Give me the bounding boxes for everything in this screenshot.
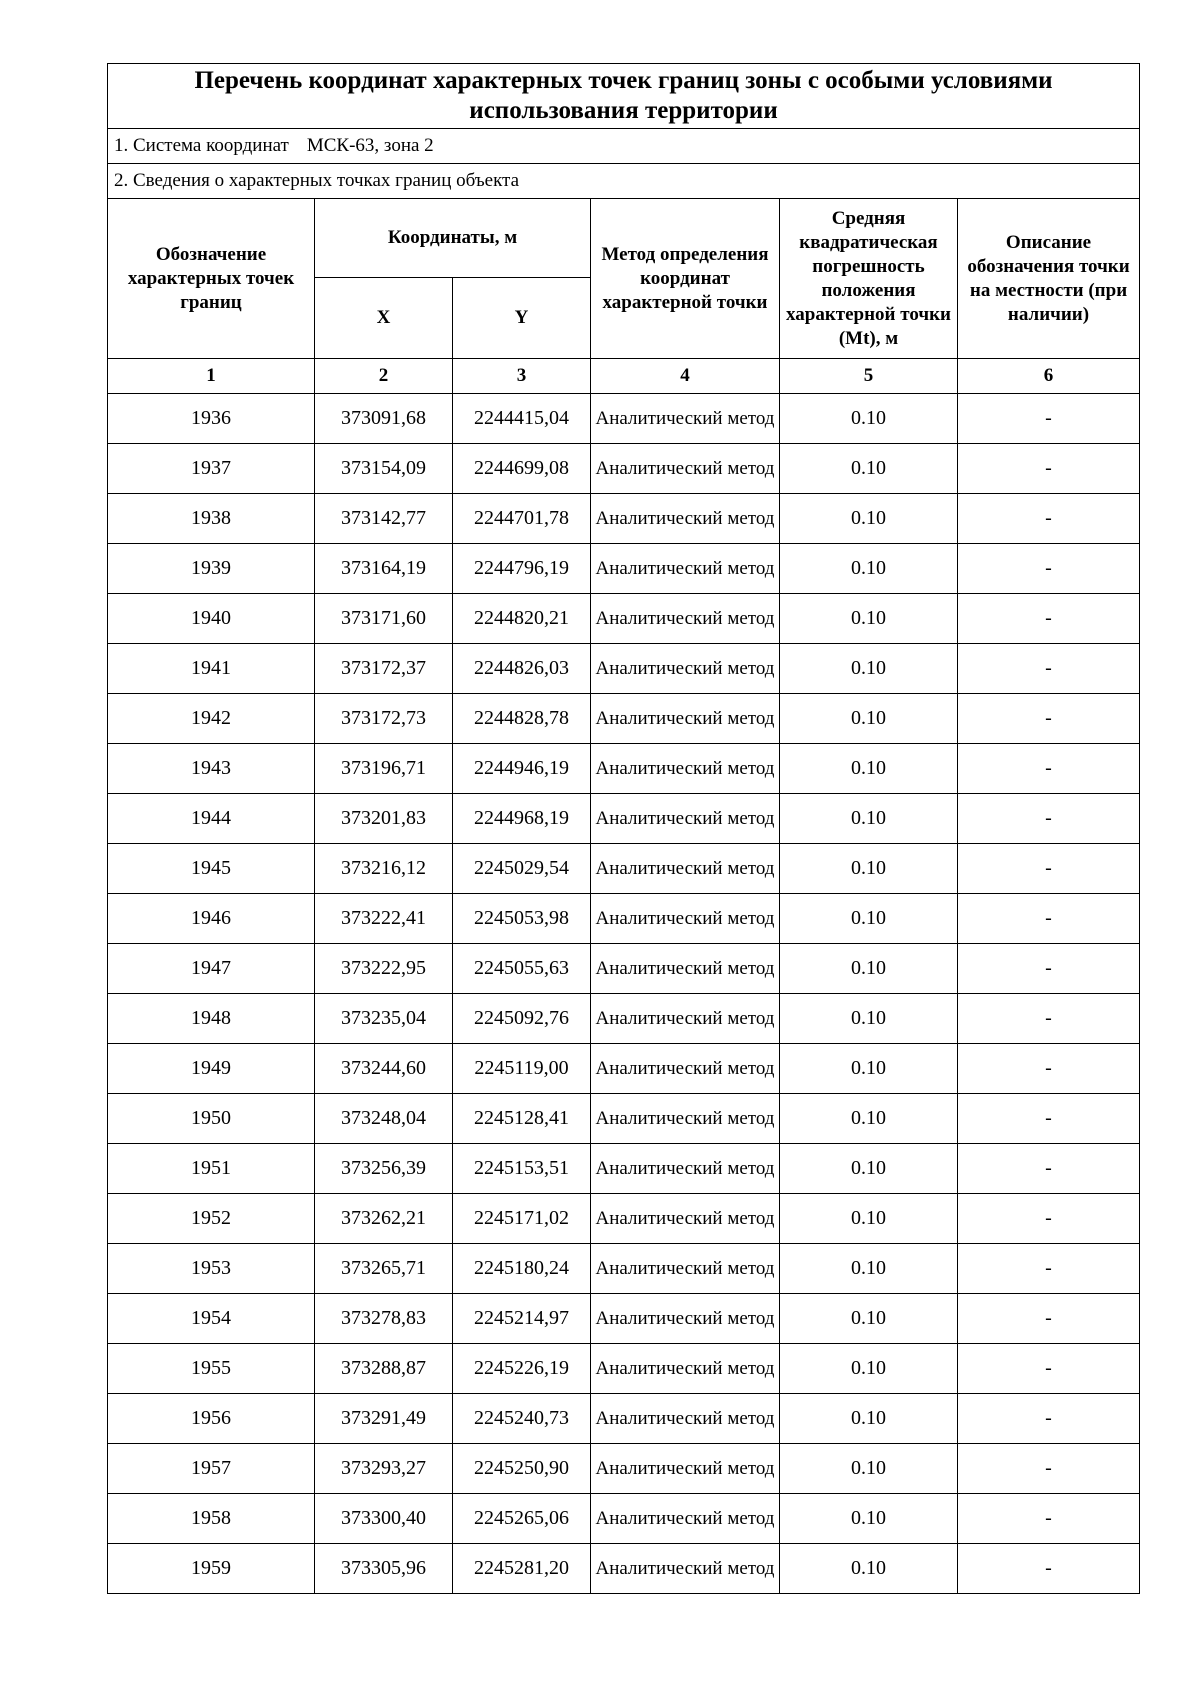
- cell-method: Аналитический метод: [591, 844, 780, 894]
- cell-point: 1941: [108, 644, 315, 694]
- cell-y: 2244828,78: [453, 694, 591, 744]
- cell-y: 2245092,76: [453, 994, 591, 1044]
- cell-mean-error: 0.10: [780, 1344, 958, 1394]
- cell-point: 1936: [108, 394, 315, 444]
- cell-y: 2245053,98: [453, 894, 591, 944]
- cell-y: 2245171,02: [453, 1194, 591, 1244]
- cell-y: 2245240,73: [453, 1394, 591, 1444]
- cell-x: 373262,21: [315, 1194, 453, 1244]
- cell-x: 373222,95: [315, 944, 453, 994]
- cell-method: Аналитический метод: [591, 1394, 780, 1444]
- cell-point: 1944: [108, 794, 315, 844]
- table-row: [108, 1394, 1140, 1444]
- cell-description: -: [958, 394, 1140, 444]
- header-method: Метод определения координат характерной точки: [591, 199, 780, 359]
- cell-mean-error: 0.10: [780, 794, 958, 844]
- cell-method: Аналитический метод: [591, 1044, 780, 1094]
- cell-y: 2245226,19: [453, 1344, 591, 1394]
- cell-x: 373196,71: [315, 744, 453, 794]
- header-point-designation: Обозначение характерных точек границ: [108, 199, 315, 359]
- cell-method: Аналитический метод: [591, 1344, 780, 1394]
- cell-point: 1937: [108, 444, 315, 494]
- cell-method: Аналитический метод: [591, 894, 780, 944]
- column-number: 5: [780, 359, 958, 394]
- cell-description: -: [958, 1194, 1140, 1244]
- cell-y: 2245128,41: [453, 1094, 591, 1144]
- header-coordinates: Координаты, м: [315, 199, 591, 278]
- header-y: Y: [453, 278, 591, 359]
- table-row: [108, 944, 1140, 994]
- header-description: Описание обозначения точки на местности (при наличии): [958, 199, 1140, 359]
- table-row: [108, 544, 1140, 594]
- cell-description: -: [958, 1094, 1140, 1144]
- cell-x: 373293,27: [315, 1444, 453, 1494]
- coordinate-system-value: МСК-63, зона 2: [306, 135, 434, 156]
- cell-mean-error: 0.10: [780, 1494, 958, 1544]
- cell-mean-error: 0.10: [780, 1094, 958, 1144]
- cell-method: Аналитический метод: [591, 1194, 780, 1244]
- cell-description: -: [958, 594, 1140, 644]
- table-row: [108, 1144, 1140, 1194]
- column-number: 4: [591, 359, 780, 394]
- cell-point: 1939: [108, 544, 315, 594]
- cell-x: 373288,87: [315, 1344, 453, 1394]
- cell-method: Аналитический метод: [591, 994, 780, 1044]
- cell-y: 2244968,19: [453, 794, 591, 844]
- cell-method: Аналитический метод: [591, 1094, 780, 1144]
- table-row: [108, 494, 1140, 544]
- cell-mean-error: 0.10: [780, 1394, 958, 1444]
- cell-mean-error: 0.10: [780, 544, 958, 594]
- cell-y: 2244415,04: [453, 394, 591, 444]
- table-row: [108, 644, 1140, 694]
- coordinate-system-label: 1. Система координат: [114, 135, 289, 156]
- cell-method: Аналитический метод: [591, 744, 780, 794]
- cell-method: Аналитический метод: [591, 1494, 780, 1544]
- cell-point: 1943: [108, 744, 315, 794]
- cell-mean-error: 0.10: [780, 694, 958, 744]
- cell-mean-error: 0.10: [780, 994, 958, 1044]
- cell-description: -: [958, 1494, 1140, 1544]
- cell-mean-error: 0.10: [780, 744, 958, 794]
- cell-y: 2245055,63: [453, 944, 591, 994]
- table-row: [108, 1294, 1140, 1344]
- cell-mean-error: 0.10: [780, 494, 958, 544]
- cell-mean-error: 0.10: [780, 1294, 958, 1344]
- cell-x: 373172,37: [315, 644, 453, 694]
- column-number-row: [108, 359, 1140, 394]
- cell-point: 1940: [108, 594, 315, 644]
- cell-y: 2244826,03: [453, 644, 591, 694]
- cell-method: Аналитический метод: [591, 644, 780, 694]
- cell-description: -: [958, 1144, 1140, 1194]
- cell-point: 1949: [108, 1044, 315, 1094]
- cell-x: 373265,71: [315, 1244, 453, 1294]
- table-row: [108, 444, 1140, 494]
- column-number: 3: [453, 359, 591, 394]
- cell-method: Аналитический метод: [591, 444, 780, 494]
- cell-method: Аналитический метод: [591, 794, 780, 844]
- cell-x: 373278,83: [315, 1294, 453, 1344]
- table-row: [108, 1444, 1140, 1494]
- cell-point: 1952: [108, 1194, 315, 1244]
- cell-description: -: [958, 744, 1140, 794]
- cell-description: -: [958, 794, 1140, 844]
- cell-x: 373216,12: [315, 844, 453, 894]
- table-row: [108, 1344, 1140, 1394]
- cell-mean-error: 0.10: [780, 1044, 958, 1094]
- cell-mean-error: 0.10: [780, 594, 958, 644]
- cell-x: 373201,83: [315, 794, 453, 844]
- cell-description: -: [958, 494, 1140, 544]
- cell-point: 1953: [108, 1244, 315, 1294]
- cell-description: -: [958, 694, 1140, 744]
- cell-method: Аналитический метод: [591, 594, 780, 644]
- cell-point: 1955: [108, 1344, 315, 1394]
- cell-mean-error: 0.10: [780, 844, 958, 894]
- cell-point: 1945: [108, 844, 315, 894]
- cell-description: -: [958, 994, 1140, 1044]
- cell-mean-error: 0.10: [780, 394, 958, 444]
- cell-y: 2244796,19: [453, 544, 591, 594]
- cell-point: 1951: [108, 1144, 315, 1194]
- cell-mean-error: 0.10: [780, 444, 958, 494]
- cell-y: 2245029,54: [453, 844, 591, 894]
- cell-point: 1959: [108, 1544, 315, 1594]
- table-row: [108, 1244, 1140, 1294]
- column-number: 2: [315, 359, 453, 394]
- cell-method: Аналитический метод: [591, 944, 780, 994]
- cell-description: -: [958, 1294, 1140, 1344]
- cell-point: 1950: [108, 1094, 315, 1144]
- cell-x: 373222,41: [315, 894, 453, 944]
- cell-method: Аналитический метод: [591, 1294, 780, 1344]
- section-label: 2. Сведения о характерных точках границ объекта: [108, 164, 1140, 199]
- cell-description: -: [958, 1444, 1140, 1494]
- cell-point: 1958: [108, 1494, 315, 1544]
- cell-point: 1954: [108, 1294, 315, 1344]
- table-row: [108, 794, 1140, 844]
- cell-y: 2245214,97: [453, 1294, 591, 1344]
- cell-method: Аналитический метод: [591, 544, 780, 594]
- cell-y: 2245119,00: [453, 1044, 591, 1094]
- cell-method: Аналитический метод: [591, 394, 780, 444]
- cell-y: 2245265,06: [453, 1494, 591, 1544]
- table-row: [108, 894, 1140, 944]
- cell-x: 373300,40: [315, 1494, 453, 1544]
- cell-x: 373154,09: [315, 444, 453, 494]
- table-row: [108, 1044, 1140, 1094]
- cell-x: 373248,04: [315, 1094, 453, 1144]
- cell-y: 2244820,21: [453, 594, 591, 644]
- table-row: [108, 1544, 1140, 1594]
- cell-y: 2244699,08: [453, 444, 591, 494]
- cell-x: 373164,19: [315, 544, 453, 594]
- column-number: 1: [108, 359, 315, 394]
- table-row: [108, 744, 1140, 794]
- cell-description: -: [958, 894, 1140, 944]
- cell-y: 2245153,51: [453, 1144, 591, 1194]
- cell-y: 2245250,90: [453, 1444, 591, 1494]
- cell-description: -: [958, 544, 1140, 594]
- cell-description: -: [958, 1244, 1140, 1294]
- coordinate-system-info: [108, 129, 1140, 164]
- header-x: X: [315, 278, 453, 359]
- table-row: [108, 1194, 1140, 1244]
- cell-description: -: [958, 1394, 1140, 1444]
- header-mean-error: Средняя квадратическая погрешность положения характерной точки (Mt), м: [780, 199, 958, 359]
- cell-description: -: [958, 844, 1140, 894]
- cell-mean-error: 0.10: [780, 1144, 958, 1194]
- cell-method: Аналитический метод: [591, 1544, 780, 1594]
- coordinates-table: [107, 63, 1140, 1594]
- cell-x: 373091,68: [315, 394, 453, 444]
- table-row: [108, 994, 1140, 1044]
- cell-mean-error: 0.10: [780, 1244, 958, 1294]
- cell-point: 1942: [108, 694, 315, 744]
- cell-y: 2245281,20: [453, 1544, 591, 1594]
- cell-description: -: [958, 444, 1140, 494]
- cell-point: 1948: [108, 994, 315, 1044]
- column-number: 6: [958, 359, 1140, 394]
- cell-x: 373142,77: [315, 494, 453, 544]
- cell-y: 2245180,24: [453, 1244, 591, 1294]
- table-row: [108, 844, 1140, 894]
- cell-description: -: [958, 1344, 1140, 1394]
- cell-point: 1957: [108, 1444, 315, 1494]
- table-row: [108, 694, 1140, 744]
- cell-method: Аналитический метод: [591, 694, 780, 744]
- cell-x: 373291,49: [315, 1394, 453, 1444]
- table-row: [108, 1494, 1140, 1544]
- cell-description: -: [958, 944, 1140, 994]
- table-row: [108, 394, 1140, 444]
- cell-mean-error: 0.10: [780, 894, 958, 944]
- cell-point: 1938: [108, 494, 315, 544]
- cell-description: -: [958, 1044, 1140, 1094]
- cell-description: -: [958, 1544, 1140, 1594]
- cell-point: 1956: [108, 1394, 315, 1444]
- cell-method: Аналитический метод: [591, 1144, 780, 1194]
- cell-point: 1947: [108, 944, 315, 994]
- cell-x: 373171,60: [315, 594, 453, 644]
- cell-x: 373256,39: [315, 1144, 453, 1194]
- cell-y: 2244701,78: [453, 494, 591, 544]
- table-row: [108, 594, 1140, 644]
- cell-mean-error: 0.10: [780, 1444, 958, 1494]
- document-title: Перечень координат характерных точек границ зоны с особыми условиями использования территории: [108, 64, 1140, 129]
- cell-mean-error: 0.10: [780, 944, 958, 994]
- table-row: [108, 1094, 1140, 1144]
- cell-mean-error: 0.10: [780, 644, 958, 694]
- cell-mean-error: 0.10: [780, 1194, 958, 1244]
- cell-method: Аналитический метод: [591, 1444, 780, 1494]
- cell-x: 373305,96: [315, 1544, 453, 1594]
- cell-method: Аналитический метод: [591, 1244, 780, 1294]
- cell-point: 1946: [108, 894, 315, 944]
- cell-x: 373235,04: [315, 994, 453, 1044]
- cell-x: 373172,73: [315, 694, 453, 744]
- cell-mean-error: 0.10: [780, 1544, 958, 1594]
- cell-method: Аналитический метод: [591, 494, 780, 544]
- cell-x: 373244,60: [315, 1044, 453, 1094]
- cell-description: -: [958, 644, 1140, 694]
- cell-y: 2244946,19: [453, 744, 591, 794]
